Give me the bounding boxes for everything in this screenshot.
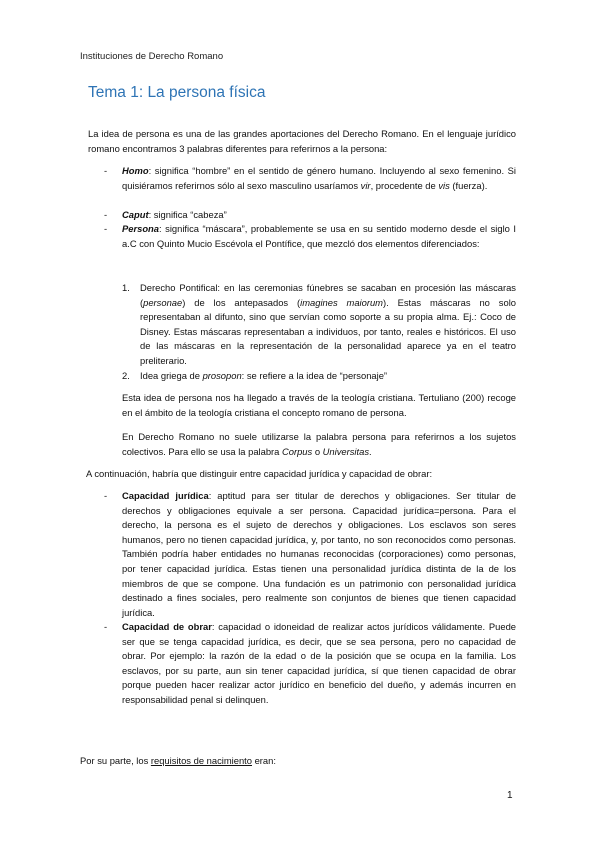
capacidad-juridica: Capacidad jurídica: aptitud para ser titular de derechos y obligaciones. Ser titular de derechos y obligaciones equivale a ser persona. Capacidad jurídica=persona. Para el derecho, la persona es el sujeto de derechos y obligaciones. Los esclavos son seres humanos, pero no tienen capacidad jurídica, y, por tanto, no son reconocidos como personas. También podría haber entidades no humanas reconocidas (corporaciones) como personas, por tener capacidad jurídica. Estas tienen una personalidad jurídica distinta de la de los miembros de que se compone. Una fundación es un patrimonio con personalidad jurídica destinado a fines sociales, pero realmente son conjuntos de bienes que tienen capacidad jurídica. [122,490,517,618]
continuation-paragraph: A continuación, habría que distinguir entre capacidad jurídica y capacidad de obrar: [86,468,433,479]
bullet-dash: - [104,209,108,220]
numbered-item-1: Derecho Pontifical: en las ceremonias fúnebres se sacaban en procesión las máscaras (personae) de los antepasados (imagines maiorum). Estas máscaras no solo representaban al difunto, sino que servían como soporte a su propia alma. Ej.: Coco de Disney. Estas máscaras representaban a individuos, por tanto, reales e históricos. El uso de las máscaras en la representación de la personalidad aparece ya en el teatro preliterario. [140,282,516,366]
theology-paragraph: Esta idea de persona nos ha llegado a través de la teología cristiana. Tertuliano (200) recoge en el ámbito de la teología cristiana el concepto romano de persona. [122,392,516,418]
requisitos-paragraph: Por su parte, los requisitos de nacimiento eran: [80,755,276,766]
corpus-paragraph: En Derecho Romano no suele utilizarse la palabra persona para referirnos a los sujetos colectivos. Para ello se usa la palabra Corpus o Universitas. [122,431,516,457]
term-caput: Caput: significa “cabeza” [122,209,227,220]
intro-paragraph: La idea de persona es una de las grandes aportaciones del Derecho Romano. En el lenguaje jurídico romano encontramos 3 palabras diferentes para referirnos a la persona: [88,128,516,154]
running-header: Instituciones de Derecho Romano [80,51,224,62]
numbered-item-2: Idea griega de prosopon: se refiere a la idea de “personaje” [140,370,388,381]
bullet-dash: - [104,621,108,632]
term-homo: Homo: significa “hombre” en el sentido de género humano. Incluyendo al sexo femenino. Si quisiéramos referirnos sólo al sexo masculino usaríamos vir, procedente de vis (fuerza). [122,165,516,191]
list-number: 2. [122,370,130,381]
page-title: Tema 1: La persona física [88,84,266,101]
page-number: 1 [507,790,513,801]
list-number: 1. [122,282,130,293]
bullet-dash: - [104,223,108,234]
bullet-dash: - [104,165,108,176]
capacidad-obrar: Capacidad de obrar: capacidad o idoneidad de realizar actos jurídicos válidamente. Puede ser que se tenga capacidad jurídica, es decir, que se sea persona, pero no capacidad de obrar. Por ejemplo: la razón de la edad o de la posición que se ocupa en la familia. Los esclavos, por su parte, aun sin tener capacidad jurídica, sí que tienen capacidad de obrar porque pueden hacer realizar actor jurídico en beneficio del dueño, y además incurren en responsabilidad penal si delinquen. [122,621,516,705]
term-persona: Persona: significa “máscara”, probablemente se usa en su sentido moderno desde el siglo I a.C con Quinto Mucio Escévola el Pontífice, que mezcló dos elementos diferenciados: [122,223,516,249]
bullet-dash: - [104,490,108,501]
